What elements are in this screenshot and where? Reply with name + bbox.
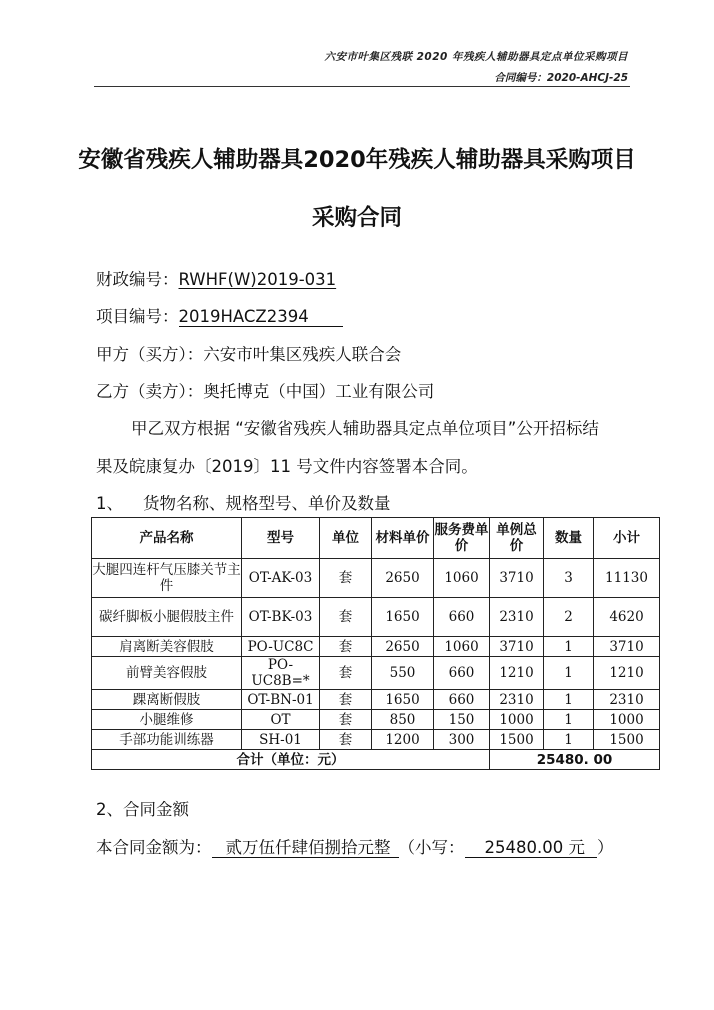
cell-name: 手部功能训练器 bbox=[92, 730, 242, 750]
document-subtitle: 采购合同 bbox=[311, 205, 402, 231]
cell-qty: 1 bbox=[544, 637, 594, 657]
cell-case-price: 1000 bbox=[490, 710, 544, 730]
cell-model: PO-UC8B=* bbox=[242, 657, 320, 690]
party-b: 乙方（卖方）：奥托博克（中国）工业有限公司 bbox=[96, 382, 435, 401]
col-header-name: 产品名称 bbox=[92, 518, 242, 559]
cell-case-price: 3710 bbox=[490, 559, 544, 598]
cell-subtotal: 1000 bbox=[594, 710, 660, 730]
cell-material: 1650 bbox=[372, 690, 434, 710]
table-row bbox=[92, 657, 660, 690]
table-row bbox=[92, 730, 660, 750]
cell-name: 踝离断假肢 bbox=[92, 690, 242, 710]
cell-service: 300 bbox=[434, 730, 490, 750]
cell-unit: 套 bbox=[320, 730, 372, 750]
cell-subtotal: 4620 bbox=[594, 598, 660, 637]
amount-in-words: 贰万伍仟肆佰捌拾元整 bbox=[212, 839, 399, 858]
col-header-unit: 单位 bbox=[320, 518, 372, 559]
cell-case-price: 2310 bbox=[490, 690, 544, 710]
basis-paragraph-line1: 甲乙双方根据 “安徽省残疾人辅助器具定点单位项目”公开招标结 bbox=[131, 419, 599, 438]
cell-name: 小腿维修 bbox=[92, 710, 242, 730]
cell-subtotal: 11130 bbox=[594, 559, 660, 598]
cell-material: 550 bbox=[372, 657, 434, 690]
cell-subtotal: 3710 bbox=[594, 637, 660, 657]
cell-qty: 1 bbox=[544, 730, 594, 750]
cell-qty: 1 bbox=[544, 710, 594, 730]
cell-name: 前臂美容假肢 bbox=[92, 657, 242, 690]
col-header-material: 材料单价 bbox=[372, 518, 434, 559]
table-header-row bbox=[92, 518, 660, 559]
col-header-subtotal: 小计 bbox=[594, 518, 660, 559]
cell-service: 660 bbox=[434, 598, 490, 637]
cell-qty: 1 bbox=[544, 690, 594, 710]
table-total-row bbox=[92, 750, 660, 770]
cell-model: SH-01 bbox=[242, 730, 320, 750]
project-number-label: 项目编号： bbox=[96, 307, 179, 326]
cell-model: OT-AK-03 bbox=[242, 559, 320, 598]
cell-material: 1650 bbox=[372, 598, 434, 637]
cell-name: 碳纤脚板小腿假肢主件 bbox=[92, 598, 242, 637]
cell-unit: 套 bbox=[320, 637, 372, 657]
finance-number-value: RWHF(W)2019-031 bbox=[178, 270, 337, 289]
total-value: 25480. 00 bbox=[490, 750, 660, 770]
cell-unit: 套 bbox=[320, 657, 372, 690]
amount-small-value: 25480.00 元 bbox=[465, 839, 597, 858]
cell-unit: 套 bbox=[320, 559, 372, 598]
cell-service: 150 bbox=[434, 710, 490, 730]
amount-small-close: ） bbox=[596, 838, 614, 857]
cell-qty: 3 bbox=[544, 559, 594, 598]
project-number-value: 2019HACZ2394 bbox=[179, 308, 343, 327]
finance-number-line bbox=[96, 266, 336, 290]
cell-material: 1200 bbox=[372, 730, 434, 750]
basis-paragraph-line2: 果及皖康复办〔2019〕11 号文件内容签署本合同。 bbox=[96, 457, 478, 476]
cell-unit: 套 bbox=[320, 598, 372, 637]
cell-model: OT-BN-01 bbox=[242, 690, 320, 710]
header-rule bbox=[94, 86, 630, 87]
cell-material: 2650 bbox=[372, 637, 434, 657]
cell-model: PO-UC8C bbox=[242, 637, 320, 657]
col-header-model: 型号 bbox=[242, 518, 320, 559]
table-row bbox=[92, 559, 660, 598]
table-row bbox=[92, 690, 660, 710]
cell-subtotal: 1210 bbox=[594, 657, 660, 690]
cell-service: 1060 bbox=[434, 637, 490, 657]
section1-title: 货物名称、规格型号、单价及数量 bbox=[143, 494, 391, 513]
table-row bbox=[92, 710, 660, 730]
section1-number: 1、 bbox=[96, 494, 123, 513]
amount-small-label: （小写： bbox=[398, 838, 465, 857]
col-header-service: 服务费单价 bbox=[434, 518, 490, 559]
cell-subtotal: 1500 bbox=[594, 730, 660, 750]
project-number-line bbox=[96, 303, 343, 327]
contract-amount-line bbox=[96, 834, 613, 858]
cell-material: 2650 bbox=[372, 559, 434, 598]
cell-qty: 1 bbox=[544, 657, 594, 690]
cell-qty: 2 bbox=[544, 598, 594, 637]
section1-heading bbox=[96, 490, 391, 514]
cell-model: OT-BK-03 bbox=[242, 598, 320, 637]
cell-model: OT bbox=[242, 710, 320, 730]
amount-label: 本合同金额为： bbox=[96, 838, 212, 857]
total-label: 合计（单位：元） bbox=[92, 750, 490, 770]
cell-service: 660 bbox=[434, 657, 490, 690]
cell-unit: 套 bbox=[320, 690, 372, 710]
finance-number-label: 财政编号： bbox=[96, 270, 179, 289]
cell-case-price: 3710 bbox=[490, 637, 544, 657]
cell-case-price: 2310 bbox=[490, 598, 544, 637]
cell-name: 肩离断美容假肢 bbox=[92, 637, 242, 657]
cell-case-price: 1500 bbox=[490, 730, 544, 750]
table-row bbox=[92, 598, 660, 637]
table-row bbox=[92, 637, 660, 657]
cell-service: 660 bbox=[434, 690, 490, 710]
cell-subtotal: 2310 bbox=[594, 690, 660, 710]
header-contract-number: 合同编号：2020-AHCJ-25 bbox=[494, 72, 628, 84]
document-title: 安徽省残疾人辅助器具2020年残疾人辅助器具采购项目 bbox=[78, 147, 636, 173]
cell-service: 1060 bbox=[434, 559, 490, 598]
col-header-case-price: 单例总价 bbox=[490, 518, 544, 559]
header-project: 六安市叶集区残联 2020 年残疾人辅助器具定点单位采购项目 bbox=[324, 51, 628, 63]
cell-material: 850 bbox=[372, 710, 434, 730]
cell-unit: 套 bbox=[320, 710, 372, 730]
section2-heading: 2、合同金额 bbox=[96, 800, 189, 819]
cell-name: 大腿四连杆气压膝关节主件 bbox=[92, 559, 242, 598]
col-header-qty: 数量 bbox=[544, 518, 594, 559]
goods-table bbox=[91, 517, 660, 770]
cell-case-price: 1210 bbox=[490, 657, 544, 690]
party-a: 甲方（买方）：六安市叶集区残疾人联合会 bbox=[96, 345, 402, 364]
